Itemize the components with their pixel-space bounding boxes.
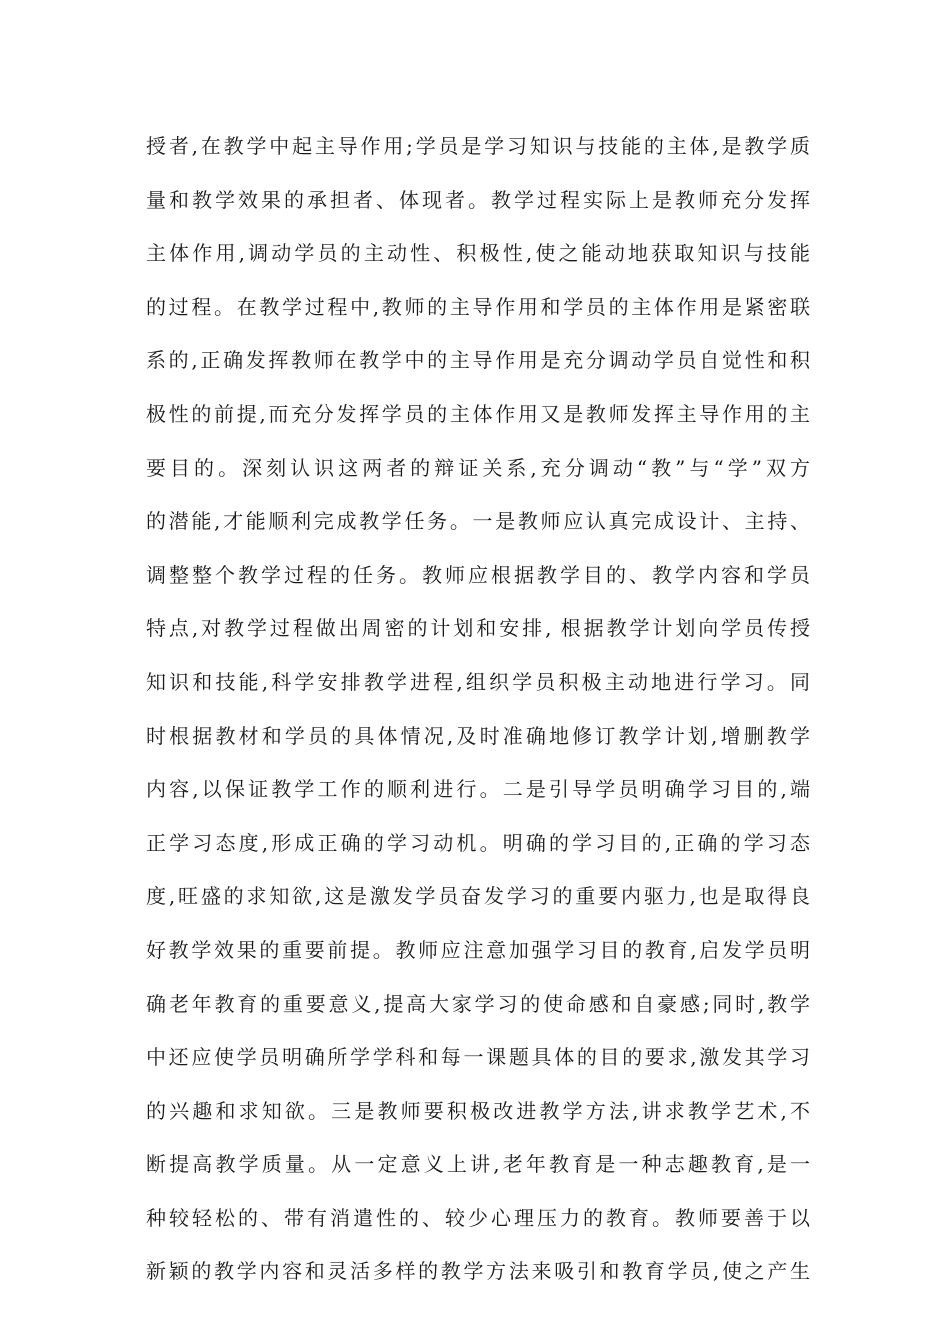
- text-line: 内容,以保证教学工作的顺利进行。二是引导学员明确学习目的,端: [146, 777, 810, 802]
- text-line: 度,旺盛的求知欲,这是激发学员奋发学习的重要内驱力,也是取得良: [146, 884, 810, 909]
- body-text: [146, 120, 810, 1299]
- text-line: 时根据教材和学员的具体情况,及时准确地修订教学计划,增删教学: [146, 723, 810, 748]
- text-line: 断提高教学质量。从一定意义上讲,老年教育是一种志趣教育,是一: [146, 1152, 810, 1177]
- text-line: 授者,在教学中起主导作用;学员是学习知识与技能的主体,是教学质: [146, 134, 810, 158]
- text-line: 知识和技能,科学安排教学进程,组织学员积极主动地进行学习。同: [146, 669, 810, 694]
- text-line: 的兴趣和求知欲。三是教师要积极改进教学方法,讲求教学艺术,不: [146, 1098, 810, 1123]
- text-line: 要目的。深刻认识这两者的辩证关系,充分调动“教”与“学”双方: [146, 455, 810, 480]
- text-line: 种较轻松的、带有消遣性的、较少心理压力的教育。教师要善于以: [146, 1205, 810, 1230]
- text-line: 确老年教育的重要意义,提高大家学习的使命感和自豪感;同时,教学: [146, 991, 810, 1016]
- text-line: 系的,正确发挥教师在教学中的主导作用是充分调动学员自觉性和积: [146, 348, 810, 373]
- text-line: 极性的前提,而充分发挥学员的主体作用又是教师发挥主导作用的主: [146, 401, 810, 426]
- text-line: 特点,对教学过程做出周密的计划和安排, 根据教学计划向学员传授: [146, 616, 810, 641]
- text-line: 量和教学效果的承担者、体现者。教学过程实际上是教师充分发挥: [146, 187, 810, 212]
- text-line: 中还应使学员明确所学学科和每一课题具体的目的要求,激发其学习: [146, 1045, 810, 1070]
- text-line: 的过程。在教学过程中,教师的主导作用和学员的主体作用是紧密联: [146, 294, 810, 319]
- text-line: 正学习态度,形成正确的学习动机。明确的学习目的,正确的学习态: [146, 830, 810, 855]
- text-line: 的潜能,才能顺利完成教学任务。一是教师应认真完成设计、主持、: [146, 509, 810, 534]
- text-line: 调整整个教学过程的任务。教师应根据教学目的、教学内容和学员: [146, 562, 810, 587]
- text-line: 新颖的教学内容和灵活多样的教学方法来吸引和教育学员,使之产生: [146, 1259, 810, 1284]
- text-line: 主体作用,调动学员的主动性、积极性,使之能动地获取知识与技能: [146, 241, 810, 266]
- text-line: 好教学效果的重要前提。教师应注意加强学习目的教育,启发学员明: [146, 937, 810, 962]
